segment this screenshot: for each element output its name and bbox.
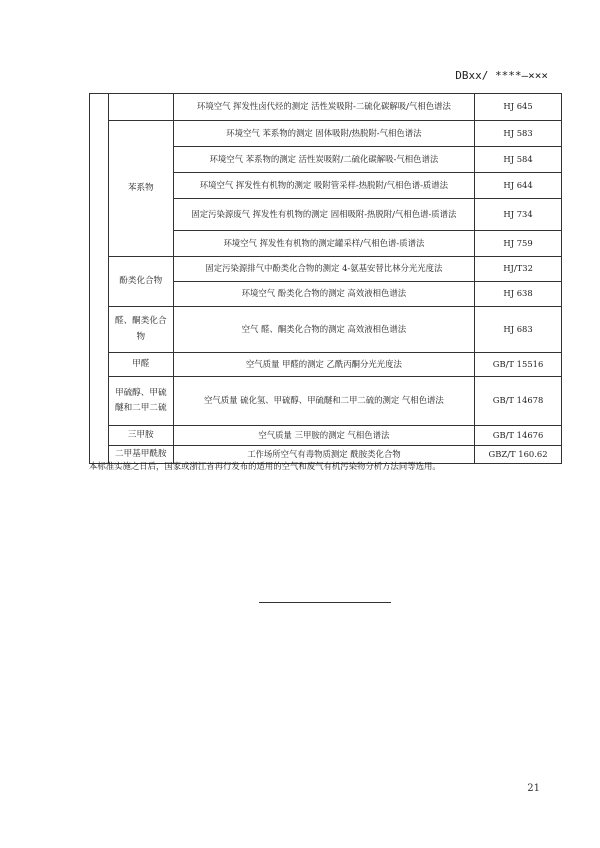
code-cell: HJ 584	[475, 147, 562, 173]
method-cell: 空气质量 三甲胺的测定 气相色谱法	[173, 426, 474, 446]
code-cell: GBZ/T 160.62	[475, 446, 562, 464]
code-cell: HJ 583	[475, 121, 562, 147]
method-cell: 环境空气 酚类化合物的测定 高效液相色谱法	[173, 282, 474, 307]
document-code-header: DBxx/ ****—×××	[455, 69, 548, 82]
category-cell: 醛、酮类化合物	[108, 307, 173, 353]
category-cell: 酚类化合物	[108, 257, 173, 307]
group-cell	[90, 94, 109, 464]
method-cell: 环境空气 挥发性有机物的测定罐采样/气相色谱-质谱法	[173, 231, 474, 257]
method-cell: 空气质量 甲醛的测定 乙酰丙酮分光光度法	[173, 353, 474, 377]
table-row	[90, 257, 562, 282]
method-cell: 空气 醛、酮类化合物的测定 高效液相色谱法	[173, 307, 474, 353]
end-divider	[259, 602, 391, 603]
code-cell: HJ 638	[475, 282, 562, 307]
method-cell: 固定污染源排气中酚类化合物的测定 4-氨基安替比林分光光度法	[173, 257, 474, 282]
table-row	[90, 94, 562, 121]
code-cell: HJ/T32	[475, 257, 562, 282]
code-cell: HJ 645	[475, 94, 562, 121]
category-cell: 三甲胺	[108, 426, 173, 446]
method-cell: 环境空气 苯系物的测定 固体吸附/热脱附-气相色谱法	[173, 121, 474, 147]
table-row	[90, 121, 562, 147]
page-number: 21	[527, 783, 540, 794]
table-row	[90, 353, 562, 377]
method-cell: 环境空气 挥发性卤代烃的测定 活性炭吸附-二硫化碳解吸/气相色谱法	[173, 94, 474, 121]
table-note: 本标准实施之日后，国家或浙江省再行发布的适用的空气和废气有机污染物分析方法同等选用。	[89, 461, 441, 471]
table-row	[90, 377, 562, 426]
method-cell: 工作场所空气有毒物质测定 酰胺类化合物	[173, 446, 474, 464]
table-row	[90, 426, 562, 446]
method-cell: 空气质量 硫化氢、甲硫醇、甲硫醚和二甲二硫的测定 气相色谱法	[173, 377, 474, 426]
code-cell: GB/T 14678	[475, 377, 562, 426]
category-cell: 苯系物	[108, 121, 173, 257]
code-cell: HJ 734	[475, 199, 562, 231]
category-cell: 甲硫醇、甲硫醚和二甲二硫	[108, 377, 173, 426]
code-cell: HJ 759	[475, 231, 562, 257]
code-cell: GB/T 14676	[475, 426, 562, 446]
category-cell	[108, 94, 173, 121]
method-cell: 环境空气 苯系物的测定 活性炭吸附/二硫化碳解吸-气相色谱法	[173, 147, 474, 173]
table-row	[90, 307, 562, 353]
category-cell: 甲醛	[108, 353, 173, 377]
analysis-method-table	[89, 93, 562, 464]
code-cell: HJ 644	[475, 173, 562, 199]
method-cell: 环境空气 挥发性有机物的测定 吸附管采样-热脱附/气相色谱-质谱法	[173, 173, 474, 199]
method-cell: 固定污染源废气 挥发性有机物的测定 固相吸附-热脱附/气相色谱-质谱法	[173, 199, 474, 231]
code-cell: GB/T 15516	[475, 353, 562, 377]
category-cell: 二甲基甲酰胺	[108, 446, 173, 464]
code-cell: HJ 683	[475, 307, 562, 353]
